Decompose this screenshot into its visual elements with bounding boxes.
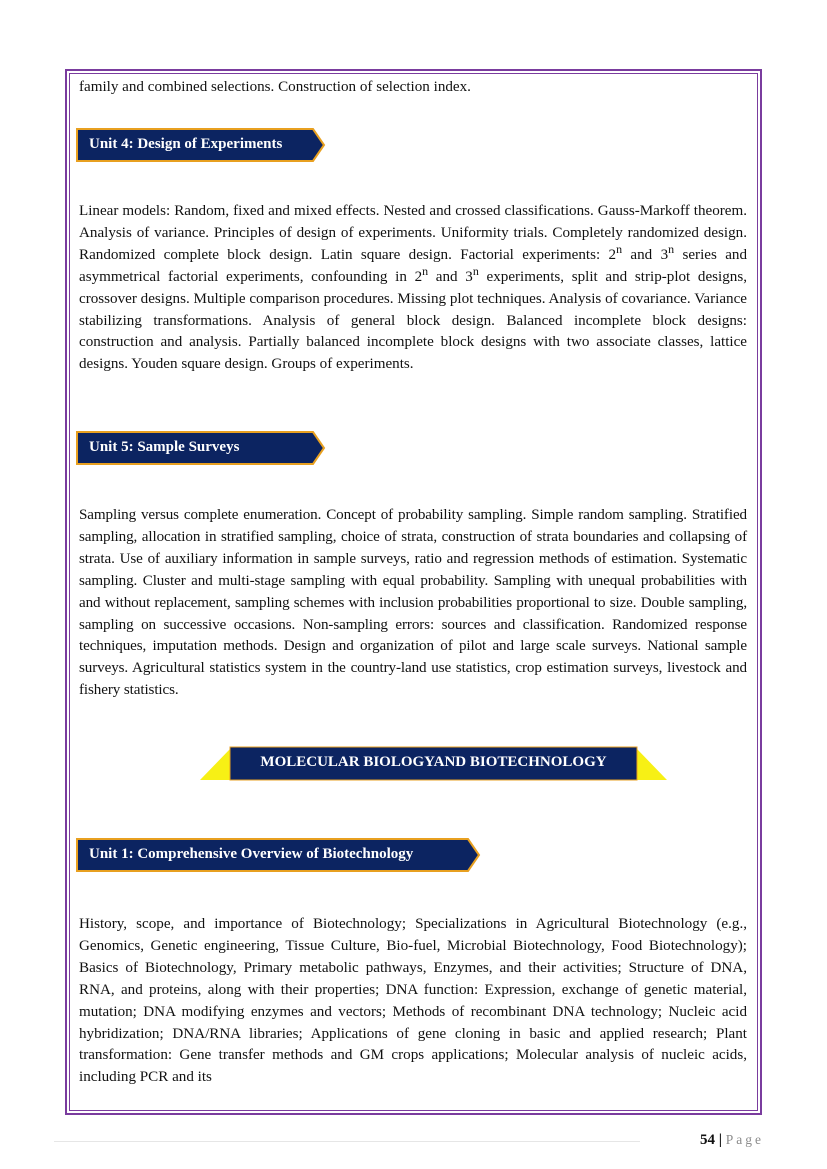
page-footer xyxy=(640,1132,764,1149)
unit4-heading: Unit 4: Design of Experiments xyxy=(89,136,283,152)
page-word: Page xyxy=(725,1132,764,1147)
top-text: family and combined selections. Construction of selection index. xyxy=(79,79,471,95)
unit5-body-block xyxy=(79,505,747,702)
unit4-text-after: experiments, split and strip-plot designs, crossover designs. Multiple comparison procedures. Missing plot techniques. Analysis of covariance. Variance stabilizing transformations. Analysis of general block design. Balanced incomplete block designs: construction and analysis. Partially balanced incomplete block designs with two associate classes, lattice designs. Youden square design. Groups of experiments. xyxy=(79,268,747,373)
unit5-heading: Unit 5: Sample Surveys xyxy=(89,439,240,455)
top-text-block xyxy=(79,77,747,99)
unit1-heading: Unit 1: Comprehensive Overview of Biotechnology xyxy=(89,846,414,862)
unit4-text-before: Linear models: Random, fixed and mixed effects. Nested and crossed classifications. Gauss-Markoff theorem. Analysis of variance. Principles of design of experiments. Uniformity trials. Completely randomized design. Randomized complete block design. Latin square design. Factorial experiments: 2 xyxy=(79,203,747,263)
unit4-text-series: series and asymmetrical factorial experiments, confounding in 2 xyxy=(79,246,747,285)
unit4-superscript-3: n xyxy=(422,263,429,278)
unit4-superscript-1: n xyxy=(616,241,623,256)
unit1-heading-banner xyxy=(76,838,482,872)
unit5-body: Sampling versus complete enumeration. Concept of probability sampling. Simple random sampling. Stratified sampling, allocation in stratified sampling, choice of strata, construction of strata boundaries and collapsing of strata. Use of auxiliary information in sample surveys, ratio and regression methods of estimation. Systematic sampling. Cluster and multi-stage sampling with equal probability. Sampling with unequal probabilities with and without replacement, sampling schemes with inclusion probabilities proportional to size. Double sampling, sampling on successive occasions. Non-sampling errors: sources and classification. Randomized response techniques, imputation methods. Design and organization of pilot and large scale surveys. National sample surveys. Agricultural statistics system in the country-land use statistics, crop estimation surveys, livestock and fishery statistics. xyxy=(79,507,747,699)
unit4-text-and-2: and 3 xyxy=(428,268,473,285)
unit1-body: History, scope, and importance of Biotechnology; Specializations in Agricultural Biotechnology (e.g., Genomics, Genetic engineering, Tissue Culture, Bio-fuel, Microbial Biotechnology, Food Biotechnology); Basics of Biotechnology, Primary metabolic pathways, Enzymes, and their activities; Structure of DNA, RNA, and proteins, along with their properties; DNA function: Expression, exchange of genetic material, mutation; DNA modifying enzymes and vectors; Methods of recombinant DNA technology; Nucleic acid hybridization; DNA/RNA libraries; Applications of gene cloning in basic and applied research; Plant transformation: Gene transfer methods and GM crops applications; Molecular analysis of nucleic acids, including PCR and its xyxy=(79,916,747,1086)
page-separator: | xyxy=(718,1132,722,1148)
section-heading: MOLECULAR BIOLOGYAND BIOTECHNOLOGY xyxy=(260,754,607,770)
unit4-heading-banner xyxy=(76,128,326,162)
unit1-body-block xyxy=(79,914,747,1089)
unit4-body xyxy=(79,201,747,376)
unit4-superscript-4: n xyxy=(472,263,479,278)
unit4-superscript-2: n xyxy=(668,241,675,256)
unit5-heading-banner xyxy=(76,431,326,465)
page-number: 54 xyxy=(699,1132,715,1148)
unit4-body-block xyxy=(79,201,747,376)
unit4-text-and-1: and 3 xyxy=(622,246,669,263)
section-heading-banner xyxy=(200,746,667,781)
